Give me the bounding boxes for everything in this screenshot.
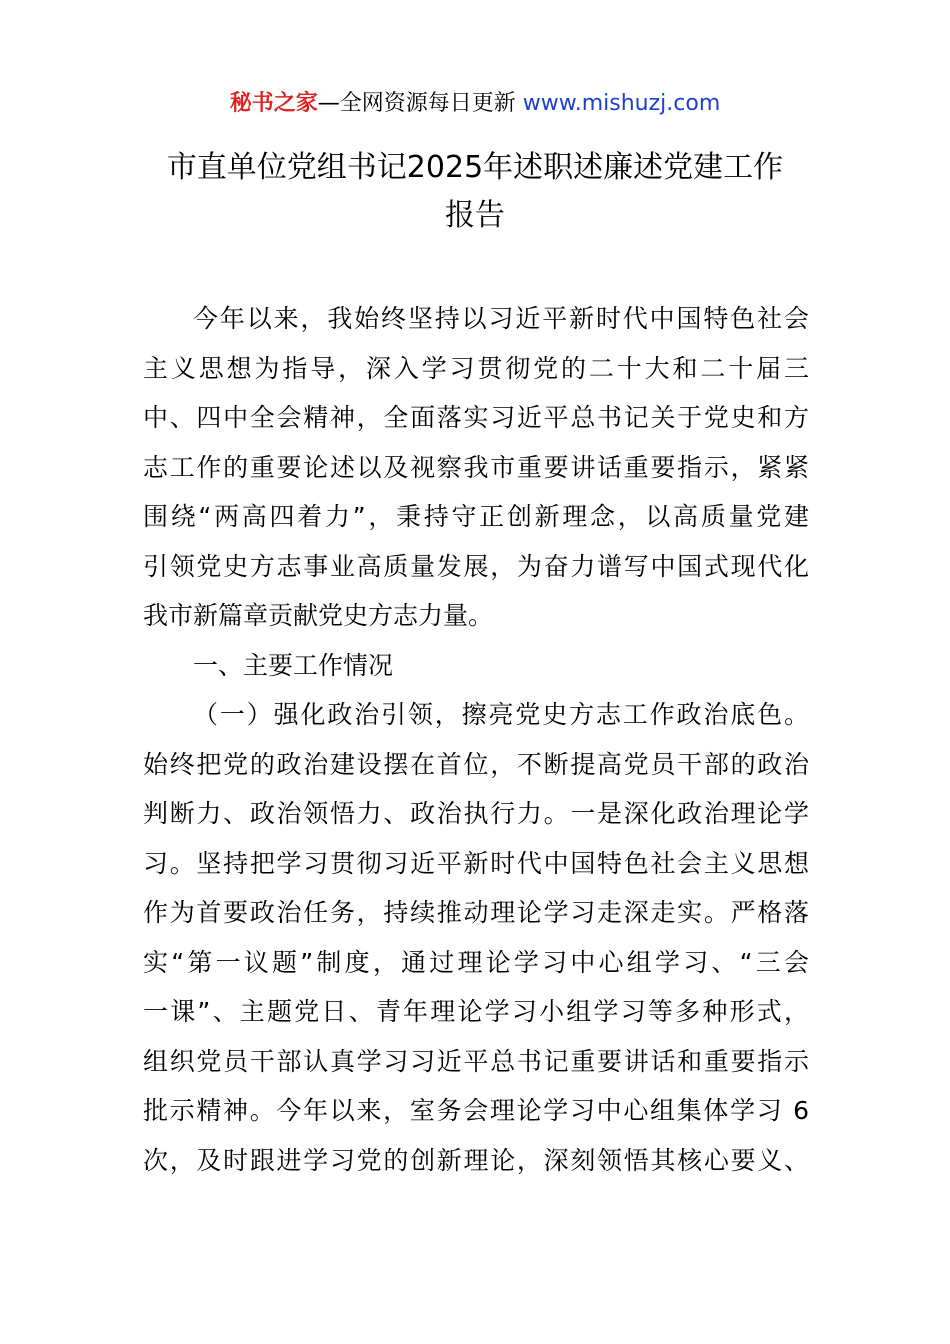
paragraph-1-line: 我市新篇章贡献党史方志力量。 <box>143 601 494 630</box>
brand-name: 秘书之家 <box>229 91 318 116</box>
site-url-link[interactable]: www.mishuzj.com <box>522 91 721 116</box>
paragraph-2-line: 组织党员干部认真学习习近平总书记重要讲话和重要指示 <box>143 1046 809 1076</box>
document-title <box>140 144 810 240</box>
section-heading: 一、主要工作情况 <box>193 650 394 680</box>
paragraph-2-line: 始终把党的政治建设摆在首位，不断提高党员干部的政治 <box>143 749 809 779</box>
paragraph-2-line: 批示精神。今年以来，室务会理论学习中心组集体学习 6 <box>143 1096 809 1125</box>
paragraph-2-line: 一课”、主题党日、青年理论学习小组学习等多种形式， <box>143 997 809 1026</box>
paragraph-1-line: 引领党史方志事业高质量发展，为奋力谱写中国式现代化 <box>143 551 809 581</box>
paragraph-1-line: 主义思想为指导，深入学习贯彻党的二十大和二十届三 <box>143 353 809 383</box>
paragraph-2-line: 次，及时跟进学习党的创新理论，深刻领悟其核心要义、 <box>143 1145 809 1175</box>
paragraph-2-line: 作为首要政治任务，持续推动理论学习走深走实。严格落 <box>143 898 809 927</box>
title-line-2: 报告 <box>445 198 505 233</box>
document-body <box>143 294 809 1185</box>
paragraph-2-line: 实“第一议题”制度，通过理论学习中心组学习、“三会 <box>143 947 809 977</box>
watermark-header <box>0 86 950 122</box>
subsection-heading: （一）强化政治引领，擦亮党史方志工作政治底色。 <box>193 700 809 729</box>
brand-tagline: —全网资源每日更新 <box>317 91 523 116</box>
paragraph-1-line: 今年以来，我始终坚持以习近平新时代中国特色社会 <box>193 304 809 333</box>
paragraph-2-line: 判断力、政治领悟力、政治执行力。一是深化政治理论学 <box>143 799 809 828</box>
paragraph-2-line: 习。坚持把学习贯彻习近平新时代中国特色社会主义思想 <box>143 848 809 878</box>
paragraph-1-line: 中、四中全会精神，全面落实习近平总书记关于党史和方 <box>143 403 809 432</box>
paragraph-1-line: 围绕“两高四着力”，秉持守正创新理念，以高质量党建 <box>143 502 809 531</box>
title-line-1: 市直单位党组书记2025年述职述廉述党建工作 <box>166 150 784 185</box>
paragraph-1-line: 志工作的重要论述以及视察我市重要讲话重要指示，紧紧 <box>143 452 809 482</box>
